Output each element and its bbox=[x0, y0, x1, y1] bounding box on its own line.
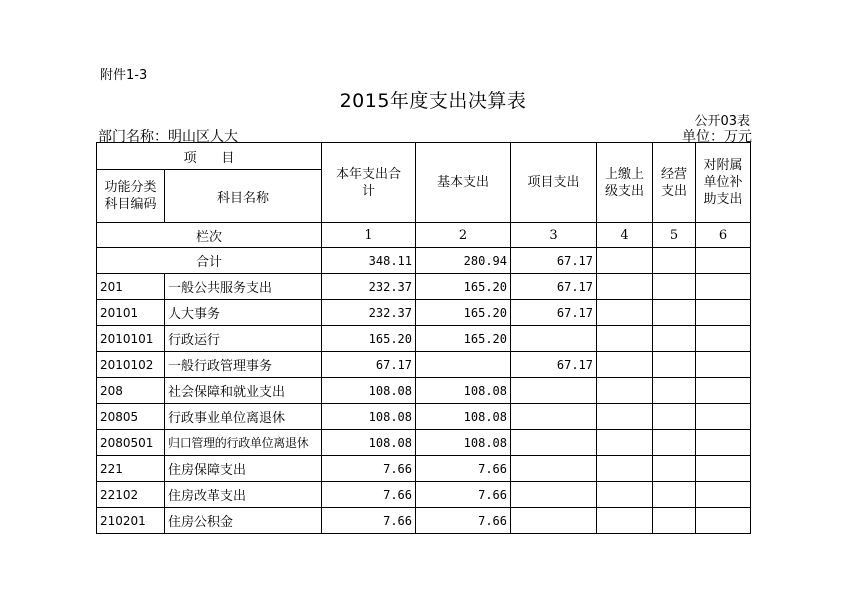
cell-total: 7.66 bbox=[322, 456, 416, 482]
cell-subject-name: 一般行政管理事务 bbox=[165, 352, 322, 378]
cell-basic: 7.66 bbox=[416, 482, 511, 508]
cell-subsidy bbox=[696, 482, 751, 508]
cell-subject-name: 住房改革支出 bbox=[165, 482, 322, 508]
column-index-4: 4 bbox=[597, 223, 653, 248]
column-index-6: 6 bbox=[696, 223, 751, 248]
cell-subsidy bbox=[696, 274, 751, 300]
header-subject-name: 科目名称 bbox=[165, 170, 322, 223]
cell-total: 108.08 bbox=[322, 430, 416, 456]
cell-subject-name: 住房保障支出 bbox=[165, 456, 322, 482]
unit-label: 单位：万元 bbox=[682, 129, 752, 145]
expenditure-table bbox=[96, 142, 751, 534]
column-index-label: 栏次 bbox=[97, 223, 322, 248]
cell-upper bbox=[597, 352, 653, 378]
cell-total: 232.37 bbox=[322, 274, 416, 300]
cell-total: 67.17 bbox=[322, 352, 416, 378]
cell-code: 221 bbox=[97, 456, 165, 482]
cell-project: 67.17 bbox=[511, 352, 597, 378]
cell-operating bbox=[653, 352, 696, 378]
column-index-3: 3 bbox=[511, 223, 597, 248]
header-func-code: 功能分类科目编码 bbox=[97, 170, 165, 223]
cell-total: 165.20 bbox=[322, 326, 416, 352]
cell-upper bbox=[597, 326, 653, 352]
cell-code: 22102 bbox=[97, 482, 165, 508]
cell-total: 7.66 bbox=[322, 482, 416, 508]
cell-upper bbox=[597, 430, 653, 456]
total-label: 合计 bbox=[97, 248, 322, 274]
cell-upper bbox=[597, 508, 653, 534]
header-operating: 经营支出 bbox=[653, 143, 696, 223]
cell-subsidy bbox=[696, 508, 751, 534]
header-total: 本年支出合计 bbox=[322, 143, 416, 223]
cell-total: 108.08 bbox=[322, 404, 416, 430]
cell-upper bbox=[597, 482, 653, 508]
cell-code: 210201 bbox=[97, 508, 165, 534]
table-row bbox=[97, 404, 751, 430]
cell-basic: 108.08 bbox=[416, 404, 511, 430]
cell-basic: 108.08 bbox=[416, 430, 511, 456]
cell-project: 67.17 bbox=[511, 274, 597, 300]
page-title: 2015年度支出决算表 bbox=[339, 90, 527, 112]
header-basic: 基本支出 bbox=[416, 143, 511, 223]
cell-operating bbox=[653, 300, 696, 326]
header-item: 项 目 bbox=[97, 143, 322, 170]
cell-operating bbox=[653, 404, 696, 430]
table-row bbox=[97, 482, 751, 508]
table-row bbox=[97, 274, 751, 300]
cell-subsidy bbox=[696, 326, 751, 352]
cell-basic: 7.66 bbox=[416, 508, 511, 534]
total-row bbox=[97, 248, 751, 274]
cell-project bbox=[511, 482, 597, 508]
cell-upper bbox=[597, 456, 653, 482]
header-subsidy: 对附属单位补助支出 bbox=[696, 143, 751, 223]
form-number: 公开03表 bbox=[694, 114, 750, 129]
cell-operating bbox=[653, 508, 696, 534]
cell-basic: 108.08 bbox=[416, 378, 511, 404]
cell-code: 20101 bbox=[97, 300, 165, 326]
cell-subsidy bbox=[696, 430, 751, 456]
table-row bbox=[97, 378, 751, 404]
cell-subject-name: 住房公积金 bbox=[165, 508, 322, 534]
table-row bbox=[97, 456, 751, 482]
cell-subject-name: 行政事业单位离退休 bbox=[165, 404, 322, 430]
cell-subject-name: 归口管理的行政单位离退休 bbox=[165, 430, 322, 456]
cell-project bbox=[511, 378, 597, 404]
cell-operating bbox=[653, 378, 696, 404]
cell-subsidy bbox=[696, 300, 751, 326]
attachment-label: 附件1-3 bbox=[100, 68, 148, 83]
cell-subsidy bbox=[696, 404, 751, 430]
cell-subsidy bbox=[696, 378, 751, 404]
column-index-1: 1 bbox=[322, 223, 416, 248]
cell-project bbox=[511, 404, 597, 430]
cell-code: 2010101 bbox=[97, 326, 165, 352]
cell-operating bbox=[653, 430, 696, 456]
column-index-5: 5 bbox=[653, 223, 696, 248]
cell-basic bbox=[416, 352, 511, 378]
cell-code: 201 bbox=[97, 274, 165, 300]
cell-total: 7.66 bbox=[322, 508, 416, 534]
header-upper: 上缴上级支出 bbox=[597, 143, 653, 223]
department-label: 部门名称：明山区人大 bbox=[98, 129, 238, 145]
cell-operating bbox=[653, 456, 696, 482]
cell-upper bbox=[597, 404, 653, 430]
cell-project bbox=[511, 456, 597, 482]
header-project: 项目支出 bbox=[511, 143, 597, 223]
cell-upper bbox=[597, 248, 653, 274]
cell-basic: 165.20 bbox=[416, 326, 511, 352]
table-row bbox=[97, 326, 751, 352]
cell-subject-name: 行政运行 bbox=[165, 326, 322, 352]
cell-basic: 7.66 bbox=[416, 456, 511, 482]
cell-project bbox=[511, 326, 597, 352]
cell-subject-name: 人大事务 bbox=[165, 300, 322, 326]
column-index-2: 2 bbox=[416, 223, 511, 248]
cell-upper bbox=[597, 300, 653, 326]
cell-basic: 165.20 bbox=[416, 300, 511, 326]
table-row bbox=[97, 300, 751, 326]
table-row bbox=[97, 352, 751, 378]
cell-subsidy bbox=[696, 456, 751, 482]
cell-total: 232.37 bbox=[322, 300, 416, 326]
cell-upper bbox=[597, 378, 653, 404]
cell-total: 348.11 bbox=[322, 248, 416, 274]
cell-project: 67.17 bbox=[511, 300, 597, 326]
cell-subject-name: 社会保障和就业支出 bbox=[165, 378, 322, 404]
cell-subject-name: 一般公共服务支出 bbox=[165, 274, 322, 300]
cell-code: 208 bbox=[97, 378, 165, 404]
cell-operating bbox=[653, 482, 696, 508]
table-row bbox=[97, 508, 751, 534]
cell-basic: 280.94 bbox=[416, 248, 511, 274]
cell-operating bbox=[653, 274, 696, 300]
cell-project bbox=[511, 430, 597, 456]
cell-basic: 165.20 bbox=[416, 274, 511, 300]
table-row bbox=[97, 430, 751, 456]
cell-project bbox=[511, 508, 597, 534]
cell-subsidy bbox=[696, 352, 751, 378]
cell-operating bbox=[653, 248, 696, 274]
cell-subsidy bbox=[696, 248, 751, 274]
cell-code: 20805 bbox=[97, 404, 165, 430]
cell-operating bbox=[653, 326, 696, 352]
cell-code: 2080501 bbox=[97, 430, 165, 456]
cell-project: 67.17 bbox=[511, 248, 597, 274]
cell-total: 108.08 bbox=[322, 378, 416, 404]
cell-upper bbox=[597, 274, 653, 300]
cell-code: 2010102 bbox=[97, 352, 165, 378]
